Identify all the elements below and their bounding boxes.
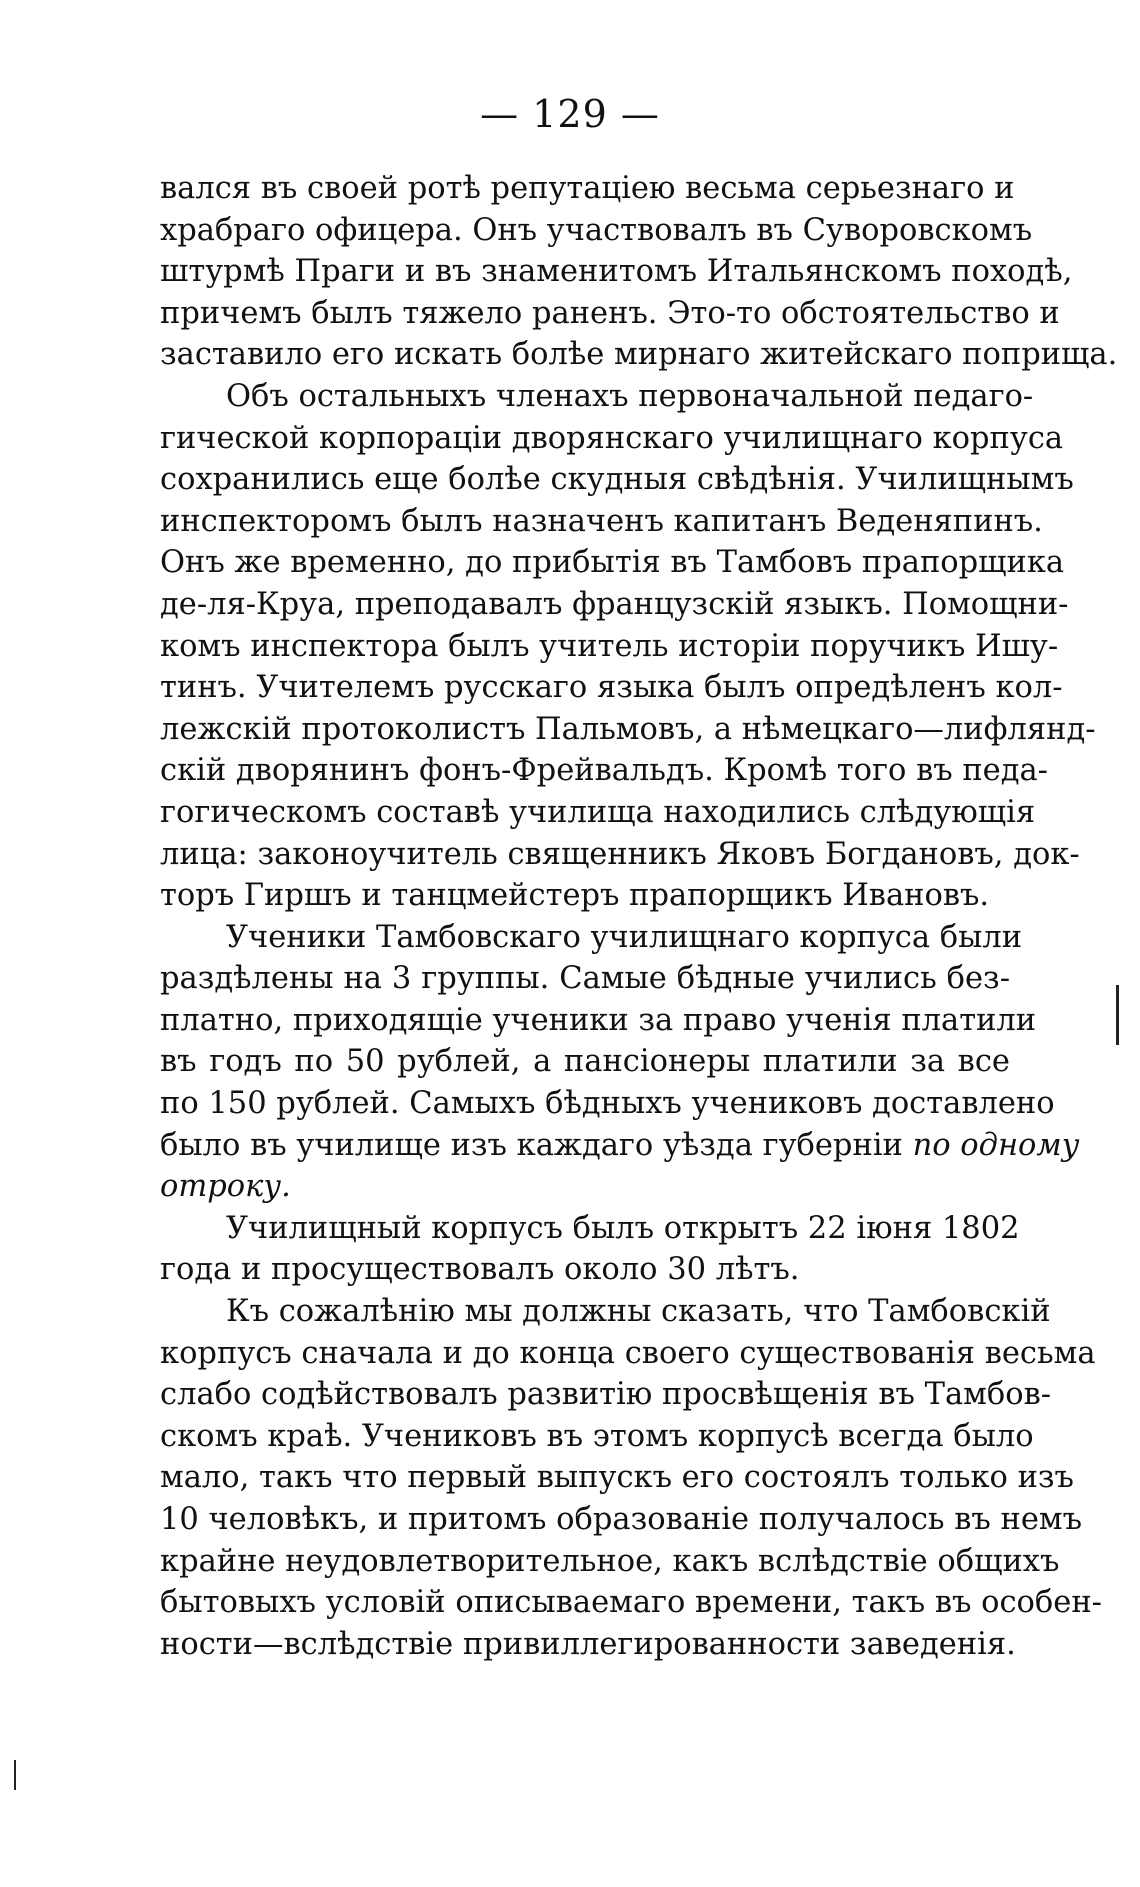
text-line: вался въ своей ротѣ репутаціею весьма серьезнаго и: [160, 171, 1015, 206]
text-line: корпусъ сначала и до конца своего существованія весьма: [160, 1335, 1096, 1371]
paragraph-5: [160, 1291, 1102, 1665]
italic-emphasis-line: отроку.: [160, 1169, 291, 1205]
text-line: комъ инспектора былъ учитель исторіи поручикъ Ишу-: [160, 628, 1059, 664]
text-line: скій дворянинъ фонъ-Фрейвальдъ. Кромѣ того въ педа-: [160, 753, 1048, 789]
text-line: лежскій протоколистъ Пальмовъ, а нѣмецкаго—лифлянд-: [160, 711, 1096, 747]
text-segment: было въ училище изъ каждаго уѣзда губерніи: [160, 1127, 903, 1163]
text-line: сохранились еще болѣе скудныя свѣдѣнія. Училищнымъ: [160, 462, 1074, 498]
text-line: платно, приходящіе ученики за право ученія платили: [160, 1002, 1037, 1038]
text-line: 10 человѣкъ, и притомъ образованіе получалось въ немъ: [160, 1502, 1083, 1537]
scan-edge-mark: [14, 1760, 16, 1790]
text-line: штурмѣ Праги и въ знаменитомъ Итальянскомъ походѣ,: [160, 254, 1073, 290]
text-line: гической корпораціи дворянскаго училищнаго корпуса: [160, 420, 1064, 456]
text-line: Онъ же временно, до прибытія въ Тамбовъ прапорщика: [160, 545, 1065, 581]
scan-edge-mark: [1116, 985, 1119, 1045]
paragraph-4: [160, 1208, 1020, 1291]
text-line: торъ Гиршъ и танцмейстеръ прапорщикъ Ивановъ.: [160, 878, 990, 914]
text-line-mixed: [160, 1125, 1080, 1167]
text-line: заставило его искать болѣе мирнаго житейскаго поприща.: [160, 337, 1118, 373]
body-text: [160, 168, 1118, 1665]
italic-emphasis: по одному: [912, 1127, 1080, 1163]
page-number: — 129 —: [480, 92, 660, 136]
text-line: лица: законоучитель священникъ Яковъ Богдановъ, док-: [160, 836, 1080, 872]
text-line: де-ля-Круа, преподавалъ французскій языкъ. Помощни-: [160, 586, 1069, 622]
text-line: храбраго офицера. Онъ участвовалъ въ Суворовскомъ: [160, 212, 1033, 248]
text-line: мало, такъ что первый выпускъ его состоялъ только изъ: [160, 1460, 1074, 1496]
text-line: крайне неудовлетворительное, какъ вслѣдствіе общихъ: [160, 1543, 1060, 1579]
text-line: Къ сожалѣнію мы должны сказать, что Тамбовскій: [226, 1294, 1051, 1330]
paragraph-3: [160, 917, 1080, 1208]
text-line: ности—вслѣдствіе привиллегированности заведенія.: [160, 1626, 1016, 1662]
text-line: Училищный корпусъ былъ открытъ 22 іюня 1802: [226, 1210, 1020, 1246]
text-line: Объ остальныхъ членахъ первоначальной педаго-: [226, 378, 1034, 414]
text-line: года и просуществовалъ около 30 лѣтъ.: [160, 1252, 800, 1288]
text-line: раздѣлены на 3 группы. Самые бѣдные учились без-: [160, 961, 1010, 997]
text-line: въ годъ по 50 рублей, а пансіонеры платили за все: [160, 1044, 1010, 1080]
text-line: Ученики Тамбовскаго училищнаго корпуса были: [226, 919, 1023, 955]
text-line: скомъ краѣ. Учениковъ въ этомъ корпусѣ всегда было: [160, 1418, 1034, 1454]
text-line: по 150 рублей. Самыхъ бѣдныхъ учениковъ доставлено: [160, 1086, 1055, 1122]
text-line: инспекторомъ былъ назначенъ капитанъ Веденяпинъ.: [160, 503, 1043, 539]
text-line: бытовыхъ условій описываемаго времени, такъ въ особен-: [160, 1585, 1102, 1621]
text-line: гогическомъ составѣ училища находились слѣдующія: [160, 794, 1036, 830]
paragraph-2: [160, 376, 1096, 917]
text-line: слабо содѣйствовалъ развитію просвѣщенія въ Тамбов-: [160, 1377, 1052, 1413]
paragraph-1: [160, 168, 1118, 376]
text-line: причемъ былъ тяжело раненъ. Это-то обстоятельство и: [160, 295, 1060, 331]
text-line: тинъ. Учителемъ русскаго языка былъ опредѣленъ кол-: [160, 670, 1063, 706]
